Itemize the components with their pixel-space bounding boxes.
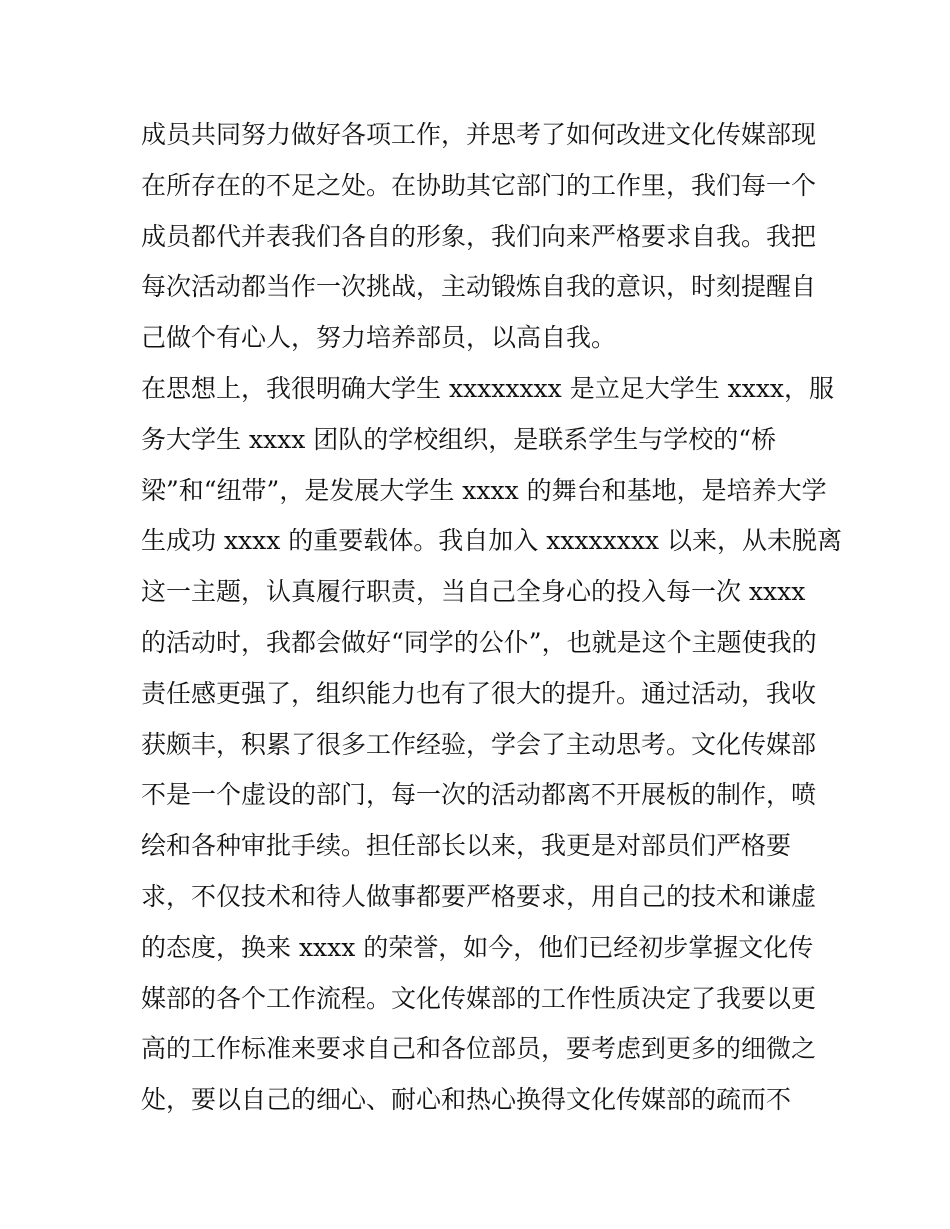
text-line: 获颇丰，积累了很多工作经验，学会了主动思考。文化传媒部 [141,729,817,759]
text-line: 求，不仅技术和待人做事都要严格要求，用自己的技术和谦虚 [141,881,817,911]
text-line: 的态度，换来 xxxx 的荣誉，如今，他们已经初步掌握文化传 [141,932,814,962]
text-line: 这一主题，认真履行职责，当自己全身心的投入每一次 xxxx [141,577,806,607]
text-line: 的活动时，我都会做好“同学的公仆”，也就是这个主题使我的 [141,627,817,657]
text-line: 不是一个虚设的部门，每一次的活动都离不开展板的制作，喷 [141,780,817,810]
text-line: 在思想上，我很明确大学生 xxxxxxxx 是立足大学生 xxxx，服 [141,373,835,403]
text-line: 务大学生 xxxx 团队的学校组织，是联系学生与学校的“桥 [141,424,777,454]
text-line: 在所存在的不足之处。在协助其它部门的工作里，我们每一个 [141,170,817,200]
text-line: 己做个有心人，努力培养部员，以高自我。 [141,323,617,353]
text-line: 梁”和“纽带”，是发展大学生 xxxx 的舞台和基地，是培养大学 [141,475,827,505]
text-line: 媒部的各个工作流程。文化传媒部的工作性质决定了我要以更 [141,983,817,1013]
text-line: 绘和各种审批手续。担任部长以来，我更是对部员们严格要 [141,831,792,861]
text-line: 处，要以自己的细心、耐心和热心换得文化传媒部的疏而不 [141,1085,792,1115]
text-line: 成员共同努力做好各项工作，并思考了如何改进文化传媒部现 [141,120,817,149]
text-line: 责任感更强了，组织能力也有了很大的提升。通过活动，我收 [141,678,817,708]
text-line: 生成功 xxxx 的重要载体。我自加入 xxxxxxxx 以来，从未脱离 [141,526,842,556]
text-line: 成员都代并表我们各自的形象，我们向来严格要求自我。我把 [141,221,817,251]
body-text [141,110,842,1126]
text-line: 高的工作标准来要求自己和各位部员，要考虑到更多的细微之 [141,1034,817,1064]
text-line: 每次活动都当作一次挑战，主动锻炼自我的意识，时刻提醒自 [141,272,817,302]
